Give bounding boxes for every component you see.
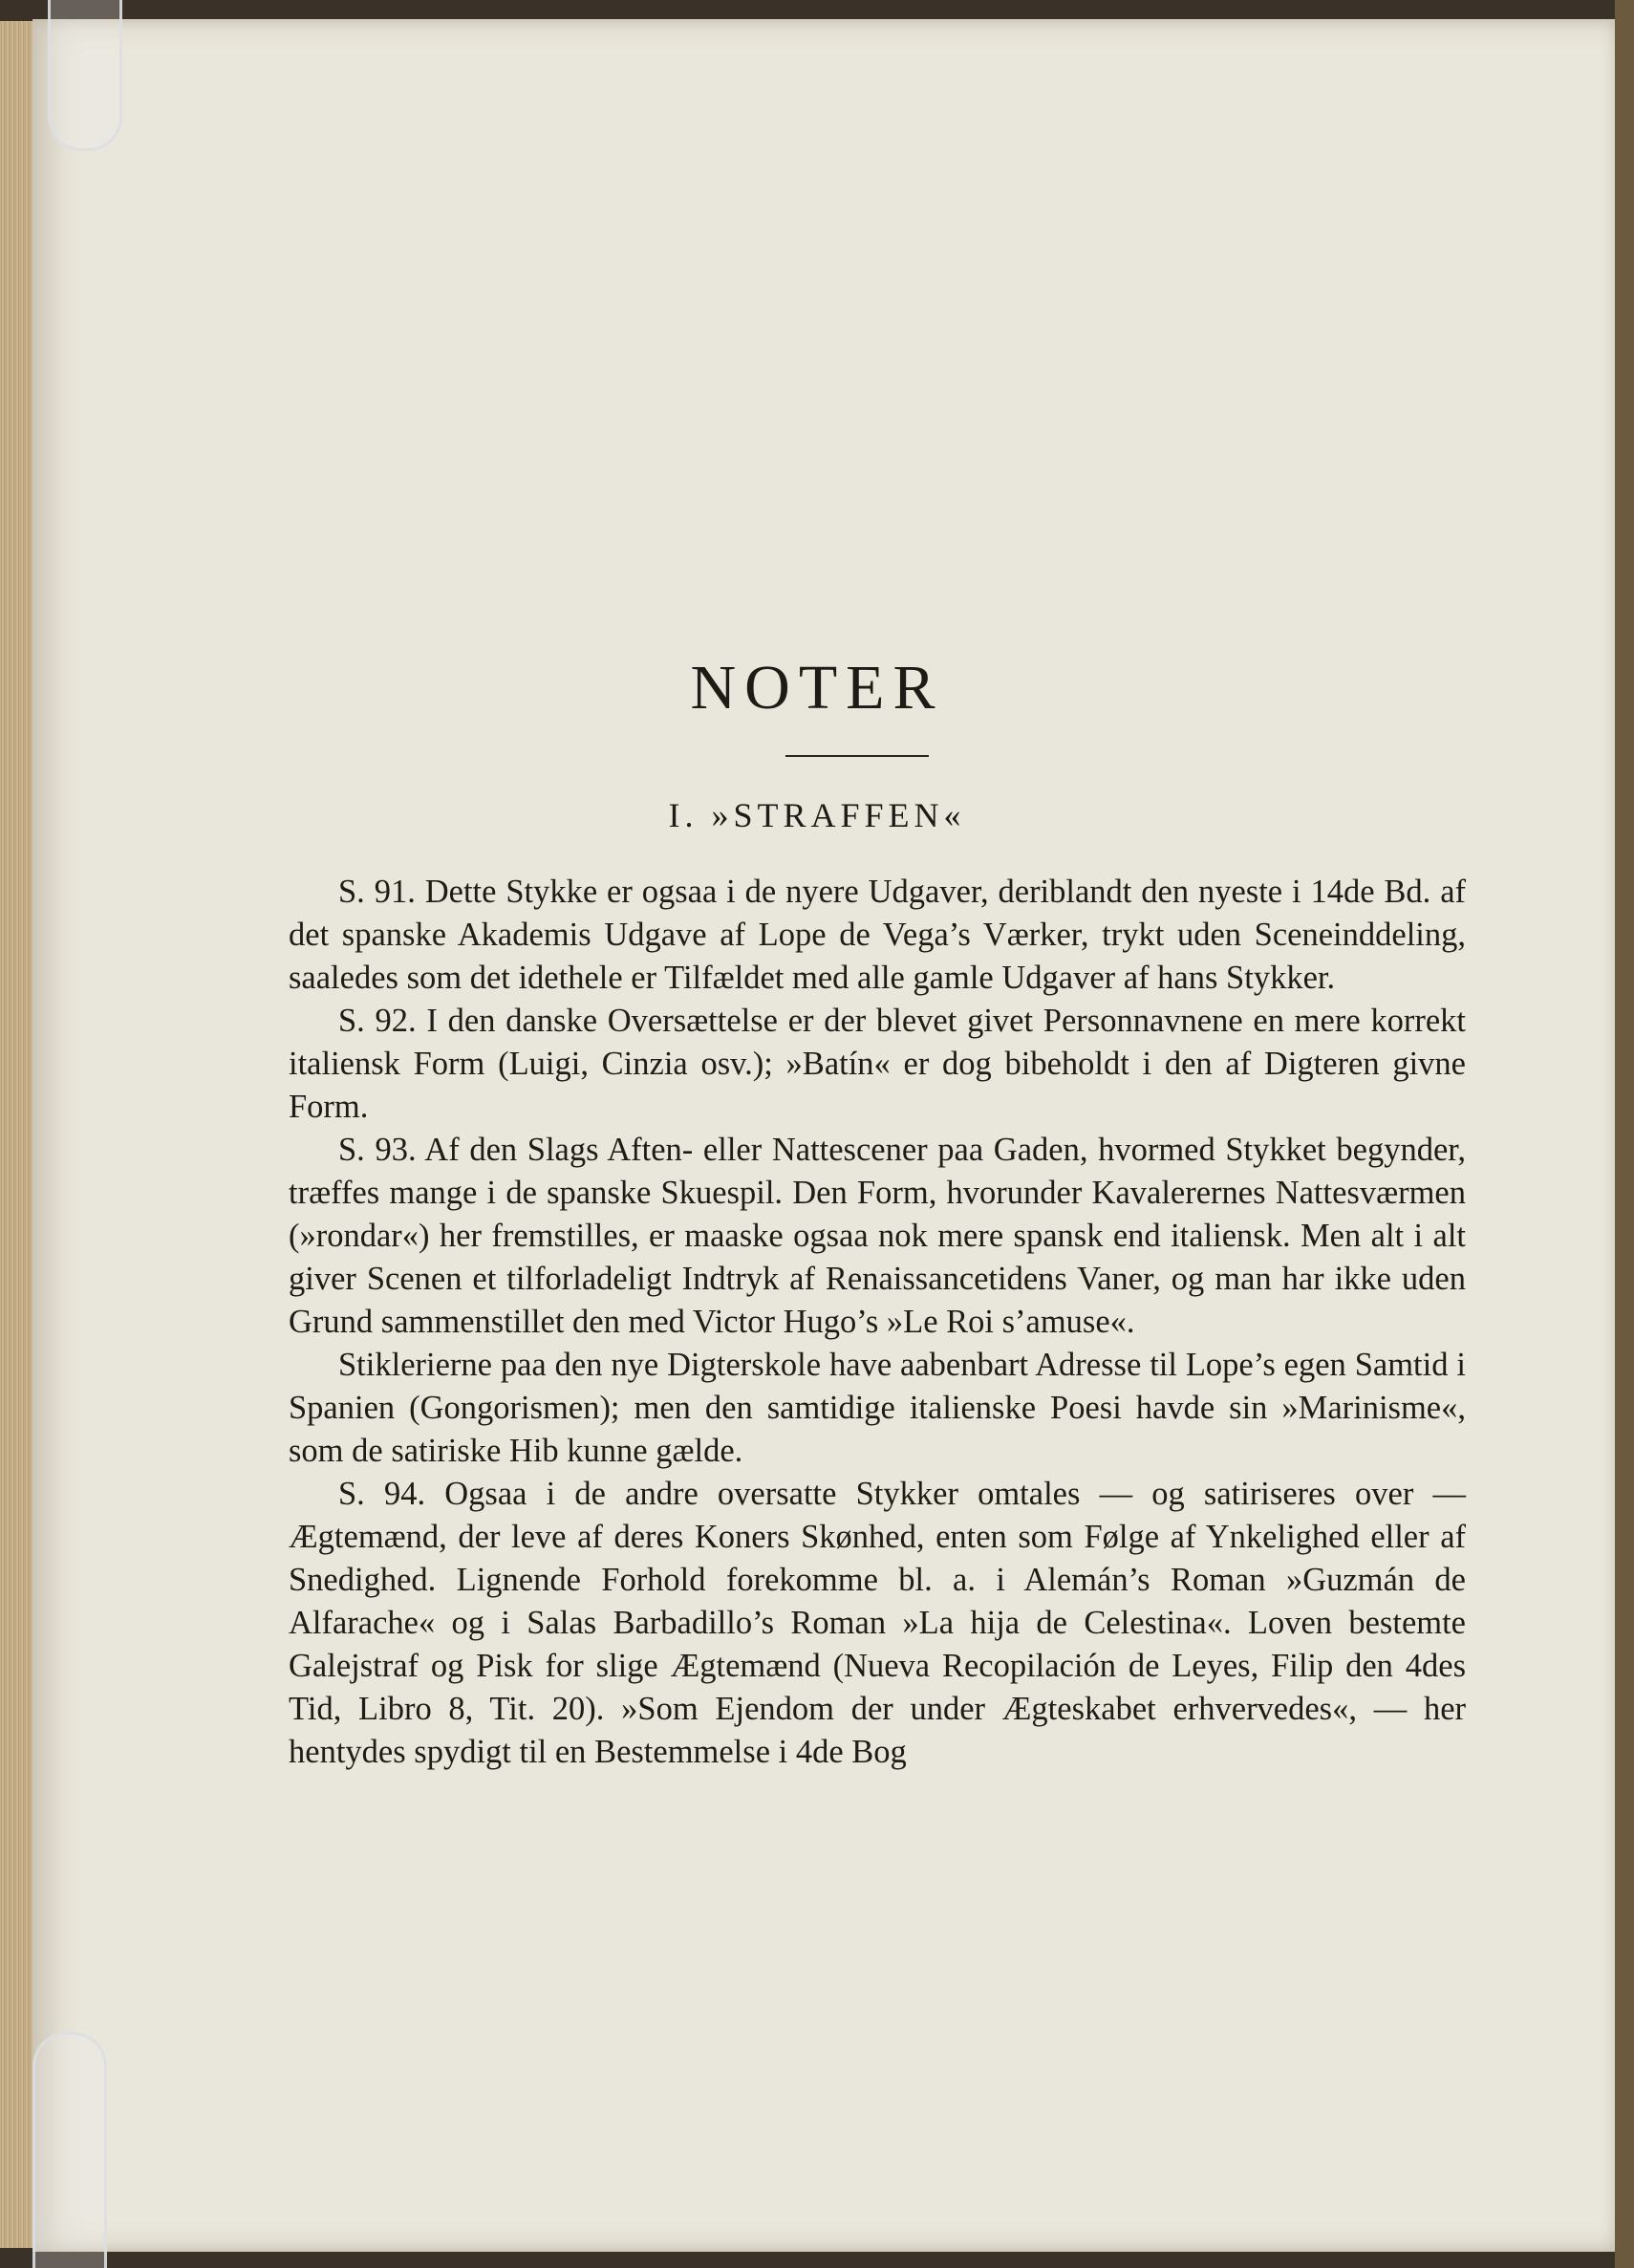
section-heading: I. »STRAFFEN«: [668, 796, 966, 834]
note-paragraph-s91: S. 91. Dette Stykke er ogsaa i de nyere Udgaver, deriblandt den nyeste i 14de Bd. af det spanske Akademis Udgave af Lope de Vega’s Værker, trykt uden Sceneinddeling, saaledes som det idethele er Tilfældet med alle gamle Udgaver af hans Stykker.: [289, 874, 1466, 996]
title-divider: [785, 755, 929, 757]
note-paragraph-s92: S. 92. I den danske Oversættelse er der blevet givet Personnavnene en mere korrekt italiensk Form (Luigi, Cinzia osv.); »Batín« er dog bibeholdt i den af Digteren givne Form.: [289, 1003, 1466, 1125]
note-paragraph-stiklerierne: Stiklerierne paa den nye Digterskole have aabenbart Adresse til Lope’s egen Samtid i Spanien (Gongorismen); men den samtidige italienske Poesi havde sin »Marinisme«, som de satiriske Hib kunne gælde.: [289, 1347, 1466, 1469]
note-paragraph-s93: S. 93. Af den Slags Aften- eller Nattescener paa Gaden, hvormed Stykket begynder, træffes mange i de spanske Skuespil. Den Form, hvorunder Kavalerernes Nattesværmen (»rondar«) her fremstilles, er maaske ogsaa nok mere spansk end italiensk. Men alt i alt giver Scenen et tilforladeligt Indtryk af Renaissancetidens Vaner, og man har ikke uden Grund sammenstillet den med Victor Hugo’s »Le Roi s’amuse«.: [289, 1132, 1466, 1340]
notes-body: [289, 871, 1466, 1774]
page-title: NOTER: [690, 653, 944, 723]
page-clip-top: [48, 0, 122, 151]
binding-edge: [1615, 0, 1634, 2268]
page-clip-bottom: [32, 2032, 107, 2268]
note-paragraph-s94: S. 94. Ogsaa i de andre oversatte Stykker omtales — og satiriseres over — Ægtemænd, der leve af deres Koners Skønhed, enten som Følge af Ynkelighed eller af Snedighed. Lignende Forhold forekomme bl. a. i Alemán’s Roman »Guzmán de Alfarache« og i Salas Barbadillo’s Roman »La hija de Celestina«. Loven bestemte Galejstraf og Pisk for slige Ægtemænd (Nueva Recopilación de Leyes, Filip den 4des Tid, Libro 8, Tit. 20). »Som Ejendom der under Ægteskabet erhvervedes«, — her hentydes spydigt til en Bestemmelse i 4de Bog: [289, 1476, 1466, 1770]
